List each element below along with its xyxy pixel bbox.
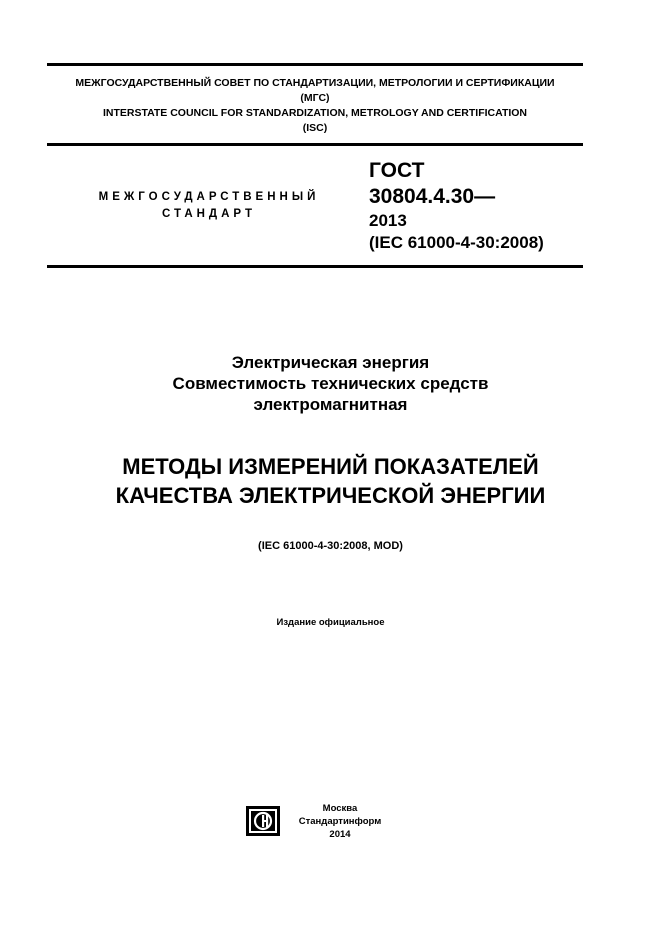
standard-label-line1: МЕЖГОСУДАРСТВЕННЫЙ <box>98 191 320 203</box>
publisher-city: Москва <box>322 803 358 814</box>
gost-iec-reference: (IEC 61000-4-30:2008) <box>369 233 544 252</box>
document-subtitle <box>0 352 661 415</box>
middle-rule <box>47 143 583 146</box>
council-header <box>47 76 583 136</box>
title-line1: МЕТОДЫ ИЗМЕРЕНИЙ ПОКАЗАТЕЛЕЙ <box>122 454 539 479</box>
subtitle-line1: Электрическая энергия <box>231 353 430 372</box>
council-en-abbr: (ISC) <box>302 122 328 134</box>
standard-label-line2: СТАНДАРТ <box>162 208 256 220</box>
standartinform-logo-icon <box>246 806 280 836</box>
council-en: INTERSTATE COUNCIL FOR STANDARDIZATION, METROLOGY AND CERTIFICATION <box>102 107 528 119</box>
gost-word: ГОСТ <box>369 159 425 182</box>
council-ru: МЕЖГОСУДАРСТВЕННЫЙ СОВЕТ ПО СТАНДАРТИЗАЦИИ, МЕТРОЛОГИИ И СЕРТИФИКАЦИИ <box>75 77 555 89</box>
council-ru-abbr: (МГС) <box>300 92 330 104</box>
edition-note: Издание официальное <box>276 617 385 628</box>
publisher-year: 2014 <box>329 829 351 840</box>
subtitle-line3: электромагнитная <box>253 395 408 414</box>
top-rule <box>47 63 583 66</box>
publisher-name: Стандартинформ <box>298 816 382 827</box>
modification-note: (IEC 61000-4-30:2008, MOD) <box>258 540 403 552</box>
publisher-block <box>290 802 390 841</box>
bottom-rule <box>47 265 583 268</box>
gost-designation <box>369 158 544 254</box>
document-title <box>0 452 661 510</box>
interstate-standard-label <box>62 189 356 223</box>
subtitle-line2: Совместимость технических средств <box>172 374 489 393</box>
gost-year: 2013 <box>369 211 407 230</box>
gost-number: 30804.4.30— <box>369 185 496 208</box>
title-line2: КАЧЕСТВА ЭЛЕКТРИЧЕСКОЙ ЭНЕРГИИ <box>115 483 546 508</box>
